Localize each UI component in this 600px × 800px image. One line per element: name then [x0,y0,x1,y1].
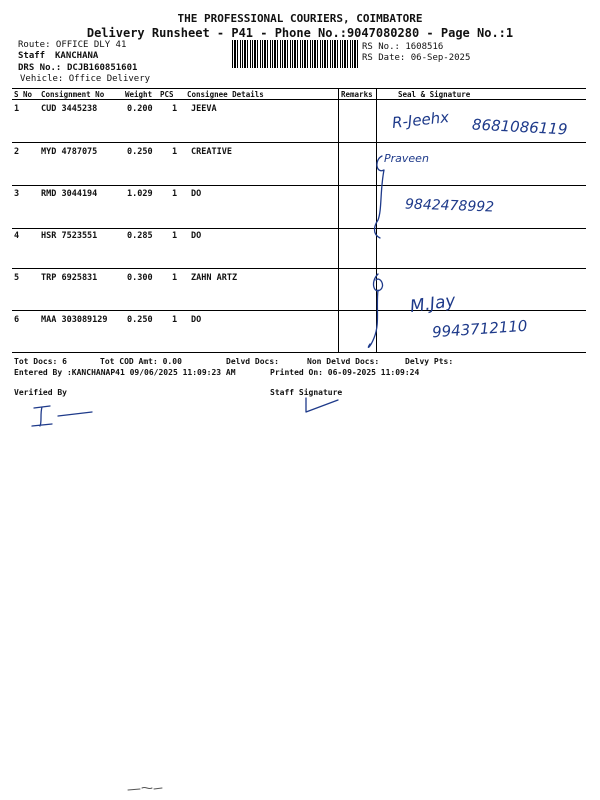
col-header-consignee: Consignee Details [187,90,264,99]
table-header-rule [12,99,586,100]
cell-consignee: ZAHN ARTZ [191,273,238,283]
staff-label: Staff [18,51,46,61]
drs-value: DCJB160851601 [67,63,138,73]
vehicle-label: Vehicle: Office Delivery [20,74,151,84]
verified-by-label: Verified By [14,388,67,397]
non-delivered-docs: Non Delvd Docs: [307,357,380,366]
cell-pcs: 1 [172,189,178,199]
cell-weight: 0.285 [127,231,153,241]
rs-number: RS No.: 1608516 [362,42,444,52]
handwritten-phone: 9842478992 [404,196,495,216]
handwritten-phone: 9943712110 [431,316,528,342]
table-top-rule [12,88,586,89]
remarks-left-border [338,88,339,352]
cell-pcs: 1 [172,315,178,325]
col-header-weight: Weight [125,90,153,99]
staff-value: KANCHANA [55,51,99,61]
cell-sno: 4 [14,231,20,241]
total-docs: Tot Docs: 6 [14,357,67,366]
col-header-seal-signature: Seal & Signature [398,90,471,99]
cell-consignment: CUD 3445238 [41,104,98,114]
cell-sno: 1 [14,104,20,114]
barcode [232,40,358,68]
row-divider [12,185,586,186]
staff-signature-label: Staff Signature [270,388,343,397]
cell-consignment: MAA 303089129 [41,315,108,325]
row-divider [12,268,586,269]
col-header-remarks: Remarks [341,90,373,99]
runsheet-title: Delivery Runsheet - P41 - Phone No.:9047080280 - Page No.:1 [86,26,514,40]
cell-consignee: CREATIVE [191,147,232,157]
delivered-docs: Delvd Docs: [226,357,279,366]
signature-stroke [360,268,400,358]
row-divider [12,228,586,229]
cell-sno: 6 [14,315,20,325]
total-cod-amount: Tot COD Amt: 0.00 [100,357,182,366]
cell-sno: 5 [14,273,20,283]
company-name: THE PROFESSIONAL COURIERS, COIMBATORE [177,12,423,25]
cell-weight: 0.250 [127,315,153,325]
cell-consignee: DO [191,189,202,199]
cell-pcs: 1 [172,147,178,157]
cell-pcs: 1 [172,273,178,283]
scan-mark [126,780,166,794]
col-header-consignment: Consignment No [41,90,105,99]
handwritten-phone: 8681086119 [471,115,568,139]
cell-consignment: MYD 4787075 [41,147,98,157]
drs-label: DRS No.: [18,63,62,73]
row-divider [12,142,586,143]
handwritten-name: R-Jeehx [391,108,450,132]
cell-consignment: HSR 7523551 [41,231,98,241]
cell-weight: 1.029 [127,189,153,199]
row-divider [12,310,586,311]
staff-signature-mark [300,392,350,418]
table-bottom-rule [12,352,586,353]
verifier-signature [28,400,98,434]
cell-consignee: JEEVA [191,104,217,114]
cell-weight: 0.300 [127,273,153,283]
cell-consignee: DO [191,231,202,241]
delivery-points: Delvy Pts: [405,357,454,366]
handwritten-name: M.Jay [408,290,457,318]
entered-by: Entered By :KANCHANAP41 09/06/2025 11:09:23 AM [14,368,236,377]
cell-pcs: 1 [172,104,178,114]
handwritten-name: Praveen [384,152,429,165]
cell-consignment: TRP 6925831 [41,273,98,283]
rs-date: RS Date: 06-Sep-2025 [362,53,471,63]
cell-sno: 2 [14,147,20,157]
col-header-pcs: PCS [160,90,174,99]
cell-weight: 0.200 [127,104,153,114]
route-label: Route: OFFICE DLY 41 [18,40,127,50]
col-header-sno: S No [14,90,33,99]
cell-consignee: DO [191,315,202,325]
cell-pcs: 1 [172,231,178,241]
cell-sno: 3 [14,189,20,199]
cell-consignment: RMD 3044194 [41,189,98,199]
printed-on: Printed On: 06-09-2025 11:09:24 [270,368,420,377]
cell-weight: 0.250 [127,147,153,157]
